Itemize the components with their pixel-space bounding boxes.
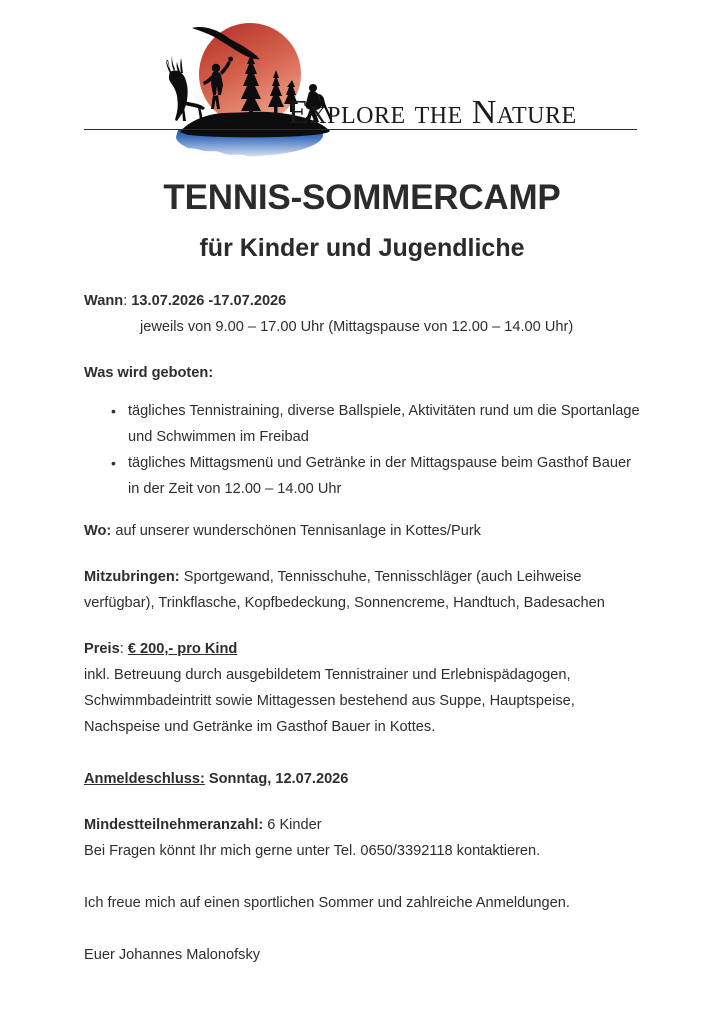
mindestteilnehmer-line xyxy=(84,812,640,838)
closing-line: Ich freue mich auf einen sportlichen Sommer und zahlreiche Anmeldungen. xyxy=(84,895,570,911)
deer-silhouette-icon xyxy=(166,56,205,121)
wann-separator: : xyxy=(123,293,132,309)
list-item: • tägliches Tennistraining, diverse Ballspiele, Aktivitäten rund um die Sportanlage und Schwimmen im Freibad xyxy=(84,398,640,450)
list-item: • tägliches Mittagsmenü und Getränke in der Mittagspause beim Gasthof Bauer in der Zeit von 12.00 – 14.00 Uhr xyxy=(84,450,640,502)
page-title: TENNIS-SOMMERCAMP xyxy=(163,178,561,217)
page-subtitle: für Kinder und Jugendliche xyxy=(199,234,525,262)
logo-header xyxy=(0,0,724,160)
preis-details: inkl. Betreuung durch ausgebildetem Tennistrainer und Erlebnispädagogen, Schwimmbadeintritt sowie Mittagessen bestehend aus Suppe, Hauptspeise, Nachspeise und Getränke im Gasthof Bauer in Kottes. xyxy=(84,667,575,735)
mitzubringen-line xyxy=(84,564,640,616)
preis-label: Preis xyxy=(84,641,120,657)
wann-label: Wann xyxy=(84,293,124,309)
anmeldeschluss-label: Anmeldeschluss: xyxy=(84,771,205,787)
mitzubringen-value: Sportgewand, Tennisschuhe, Tennisschläger (auch Leihweise verfügbar), Trinkflasche, Kopfbedeckung, Sonnencreme, Handtuch, Badesachen xyxy=(84,569,605,611)
mindestteilnehmer-label: Mindestteilnehmeranzahl: xyxy=(84,817,264,833)
mitzubringen-label: Mitzubringen: xyxy=(84,569,180,585)
wo-line xyxy=(84,518,640,544)
anmeldeschluss-line xyxy=(84,766,640,792)
logo-wordmark: Explore the Nature xyxy=(288,94,577,131)
explore-the-nature-logo-art xyxy=(150,14,360,160)
geboten-label-text: Was wird geboten: xyxy=(84,365,214,381)
signature-line: Euer Johannes Malonofsky xyxy=(84,947,261,963)
fragen-line: Bei Fragen könnt Ihr mich gerne unter Tel. 0650/3392118 kontaktieren. xyxy=(84,843,541,859)
document-body xyxy=(84,288,640,968)
wann-times-line: jeweils von 9.00 – 17.00 Uhr (Mittagspause von 12.00 – 14.00 Uhr) xyxy=(140,319,574,335)
preis-value: € 200,- pro Kind xyxy=(127,641,238,657)
wo-label: Wo: xyxy=(84,523,112,539)
wo-value: auf unserer wunderschönen Tennisanlage in Kottes/Purk xyxy=(111,523,481,539)
offer-list xyxy=(84,398,640,502)
wann-value: 13.07.2026 -17.07.2026 xyxy=(131,293,287,309)
preis-separator: : xyxy=(119,641,128,657)
wann-line xyxy=(84,288,640,314)
mindestteilnehmer-value: 6 Kinder xyxy=(263,817,322,833)
anmeldeschluss-value: Sonntag, 12.07.2026 xyxy=(204,771,349,787)
was-wird-geboten-label xyxy=(84,360,640,386)
preis-line xyxy=(84,636,640,662)
